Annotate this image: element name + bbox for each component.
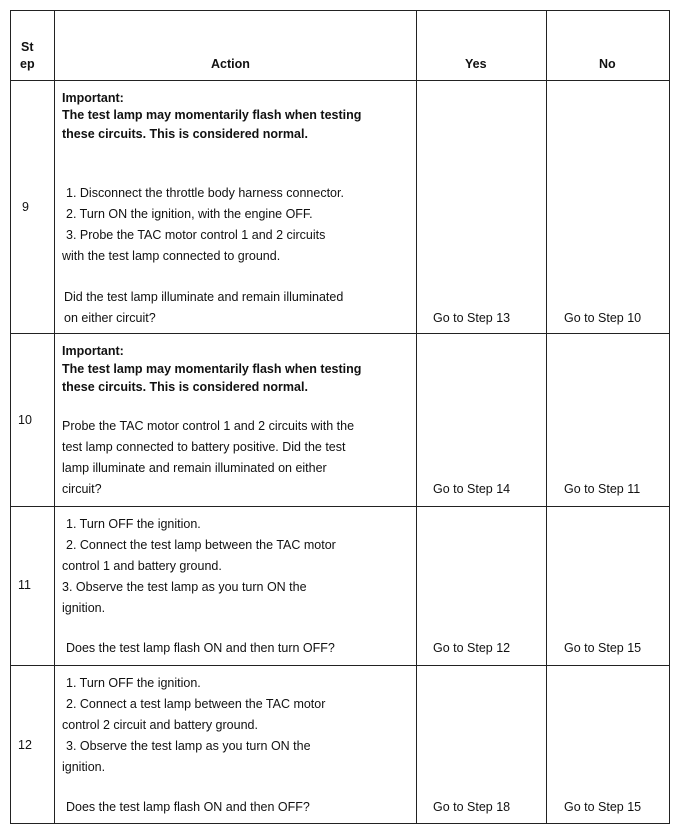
row-divider xyxy=(11,333,669,334)
action-line: with the test lamp connected to ground. xyxy=(62,249,281,263)
row-divider xyxy=(11,506,669,507)
action-line: 2. Connect the test lamp between the TAC motor xyxy=(66,538,336,552)
no-outcome: Go to Step 11 xyxy=(564,482,641,496)
important-text: The test lamp may momentarily flash when testing xyxy=(62,362,362,376)
action-line: circuit? xyxy=(62,482,102,496)
column-divider xyxy=(54,11,55,823)
action-line: control 2 circuit and battery ground. xyxy=(62,718,258,732)
action-line: ignition. xyxy=(62,601,106,615)
important-text: these circuits. This is considered normal. xyxy=(62,380,308,394)
important-label: Important: xyxy=(62,91,124,105)
yes-outcome: Go to Step 18 xyxy=(433,800,511,814)
question-line: on either circuit? xyxy=(64,311,156,325)
header-step-line1: St xyxy=(21,40,34,54)
header-action: Action xyxy=(211,57,250,71)
yes-outcome: Go to Step 13 xyxy=(433,311,511,325)
question-line: Did the test lamp illuminate and remain illuminated xyxy=(64,290,344,304)
action-line: 3. Observe the test lamp as you turn ON the xyxy=(66,739,311,753)
important-text: these circuits. This is considered normal. xyxy=(62,127,308,141)
no-outcome: Go to Step 15 xyxy=(564,800,642,814)
action-line: 3. Observe the test lamp as you turn ON the xyxy=(62,580,307,594)
action-line: Probe the TAC motor control 1 and 2 circuits with the xyxy=(62,419,355,433)
action-line: control 1 and battery ground. xyxy=(62,559,222,573)
action-line: ignition. xyxy=(62,760,106,774)
column-divider xyxy=(416,11,417,823)
action-line: 1. Turn OFF the ignition. xyxy=(66,517,201,531)
action-line: 1. Turn OFF the ignition. xyxy=(66,676,201,690)
question-line: Does the test lamp flash ON and then turn OFF? xyxy=(66,641,335,655)
action-line: 2. Turn ON the ignition, with the engine OFF. xyxy=(66,207,313,221)
action-line: 3. Probe the TAC motor control 1 and 2 circuits xyxy=(66,228,326,242)
step-number: 11 xyxy=(18,578,31,592)
action-line: lamp illuminate and remain illuminated on either xyxy=(62,461,327,475)
step-number: 9 xyxy=(22,200,29,214)
row-divider xyxy=(11,665,669,666)
important-label: Important: xyxy=(62,344,124,358)
header-no: No xyxy=(599,57,616,71)
step-number: 12 xyxy=(18,738,32,752)
action-line: 2. Connect a test lamp between the TAC motor xyxy=(66,697,326,711)
header-step-line2: ep xyxy=(20,57,35,71)
question-line: Does the test lamp flash ON and then OFF? xyxy=(66,800,310,814)
important-text: The test lamp may momentarily flash when testing xyxy=(62,108,362,122)
no-outcome: Go to Step 10 xyxy=(564,311,642,325)
no-outcome: Go to Step 15 xyxy=(564,641,642,655)
column-divider xyxy=(546,11,547,823)
header-yes: Yes xyxy=(465,57,487,71)
yes-outcome: Go to Step 12 xyxy=(433,641,511,655)
action-line: 1. Disconnect the throttle body harness connector. xyxy=(66,186,344,200)
action-line: test lamp connected to battery positive. Did the test xyxy=(62,440,346,454)
row-divider xyxy=(11,80,669,81)
step-number: 10 xyxy=(18,413,32,427)
yes-outcome: Go to Step 14 xyxy=(433,482,511,496)
